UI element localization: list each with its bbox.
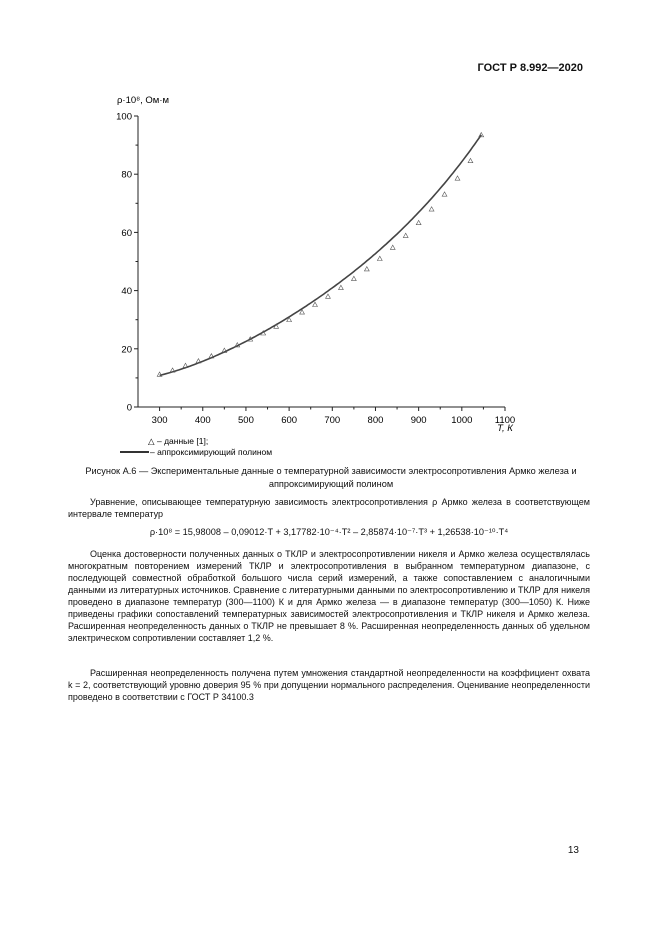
data-point (429, 207, 434, 211)
data-point (390, 245, 395, 249)
paragraph-3: Расширенная неопределенность получена путем умножения стандартной неопределенности на коэффициент охвата k = 2, соответствующий уровню доверия 95 % при допущении нормального распределения. Оценивание неопределенности проведено в соответствии с ГОСТ Р 34100.3 (68, 668, 590, 702)
legend-symbol-triangle: △ (148, 436, 155, 446)
figure-caption (50, 465, 612, 490)
document-id: ГОСТ Р 8.992—2020 (477, 62, 583, 74)
data-point (326, 294, 331, 298)
data-point (313, 302, 318, 306)
x-tick-label: 400 (194, 415, 211, 426)
x-tick-label: 500 (238, 415, 254, 426)
x-tick-label: 900 (410, 415, 427, 426)
data-point (364, 267, 369, 271)
data-point (351, 276, 356, 280)
x-tick-label: 1000 (451, 415, 473, 426)
data-point (416, 220, 421, 224)
x-tick-label: 800 (367, 415, 384, 426)
y-axis-label: ρ·10⁸, Ом·м (117, 95, 170, 106)
fit-polynomial-line (160, 135, 482, 376)
x-tick-label: 300 (151, 415, 168, 426)
chart-legend (120, 436, 272, 457)
x-axis-label: T, К (497, 423, 513, 434)
data-point (468, 158, 473, 162)
data-point (455, 176, 460, 180)
x-tick-label: 600 (281, 415, 298, 426)
legend-label-fit: – аппроксимирующий полином (150, 447, 273, 457)
paragraph-1: Уравнение, описывающее температурную зависимость электросопротивления ρ Армко железа в соответствующем интервале температур (68, 497, 590, 519)
chart-ticks (116, 112, 515, 427)
y-tick-label: 40 (121, 286, 132, 298)
chart-series (157, 133, 483, 377)
caption-line-1: Рисунок А.6 — Экспериментальные данные о температурной зависимости электросопротивления Армко железа и (85, 466, 577, 476)
paragraph-2: Оценка достоверности полученных данных о ТКЛР и электросопротивлении никеля и Армко железа осуществлялась многократным повторением измерений ТКЛР и электросопротивления в выбранном температурном диапазоне, с последующей совместной обработкой большого числа серий измерений, а также сопоставлением с аналогичными данными из литературных источников. Сравнение с литературными данными по электросопротивлению и ТКЛР для никеля проведено в диапазоне температур (300—1100) К и для Армко железа — в диапазоне температур (300—1050) К. Ниже приведены графики сопоставлений температурных зависимостей электросопротивления и ТКЛР никеля и Армко железа. Расширенная неопределенность данных о ТКЛР не превышает 8 %. Расширенная неопределенность данных об удельном электрическом сопротивлении составляет 1,2 %. (68, 549, 590, 643)
chart-axes (138, 116, 505, 407)
page-number: 13 (567, 845, 579, 856)
y-tick-label: 100 (116, 111, 132, 123)
data-point (377, 256, 382, 260)
x-tick-label: 700 (324, 415, 341, 426)
caption-line-2: аппроксимирующий полином (268, 478, 394, 489)
y-tick-label: 0 (126, 402, 132, 414)
formula: ρ·10⁸ = 15,98008 – 0,09012·T + 3,17782·10⁻⁴·T² – 2,85874·10⁻⁷·T³ + 1,26538·10⁻¹⁰·T⁴ (149, 527, 509, 537)
data-point (339, 285, 344, 289)
y-tick-label: 60 (121, 227, 132, 239)
data-point (442, 192, 447, 196)
x-tick-label: 1100 (494, 415, 516, 426)
legend-label-data: – данные [1]; (157, 436, 209, 446)
y-tick-label: 80 (121, 169, 132, 181)
data-point (403, 233, 408, 237)
y-tick-label: 20 (121, 344, 132, 356)
